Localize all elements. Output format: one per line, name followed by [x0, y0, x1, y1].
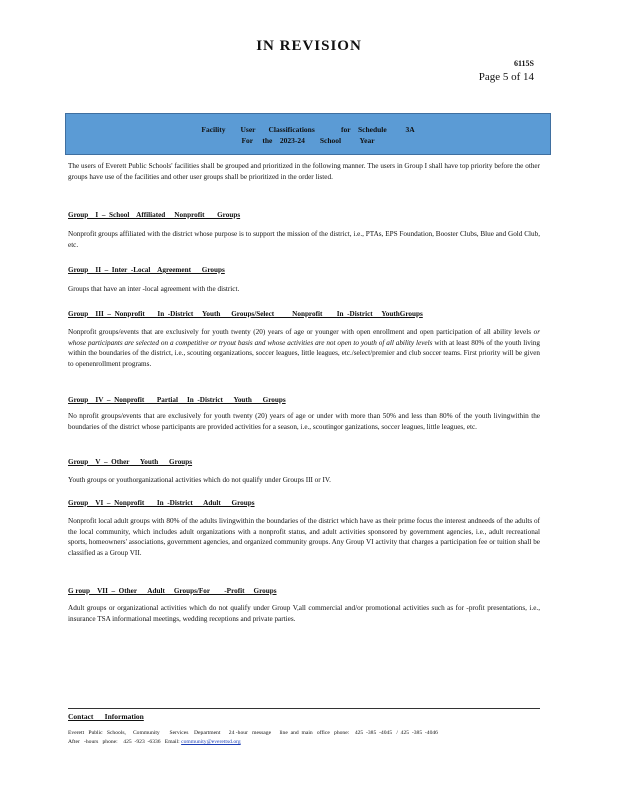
group-3-text-part-2: or whose participants are selected on a competitive or tryout basis and whose activities are not open to youth of all ability levels — [68, 328, 540, 347]
group-2-text: Groups that have an inter -local agreement with the district. — [68, 285, 240, 293]
group-6-heading-text: Group VI – Nonprofit In -District Adult Groups — [68, 499, 255, 507]
contact-heading: Contact Information — [68, 712, 144, 721]
banner-line-2: For the 2023-24 School Year — [241, 136, 375, 145]
group-7-text: Adult groups or organizational activities which do not qualify under Group V,all commercial and/or promotional activities such as for -profit presentations, i.e., insurance TSA informational meetings, wedding receptions and private parties. — [68, 604, 540, 623]
group-7-heading — [68, 587, 277, 595]
schedule-banner — [65, 113, 551, 155]
group-7-heading-text: G roup VII – Other Adult Groups/For -Profit Groups — [68, 587, 277, 595]
group-3-heading-text: Group III – Nonprofit In -District Youth Groups/Select Nonprofit In -District YouthGroups — [68, 310, 423, 318]
group-5-text: Youth groups or youthorganizational activities which do not qualify under Groups III or IV. — [68, 476, 331, 484]
group-3-text — [68, 327, 540, 369]
contact-line-1: Everett Public Schools, Community Services Department 24 -hour message line and main office phone: 425 -385 -4045 / 425 -385 -4046 — [68, 730, 438, 736]
group-6-text: Nonprofit local adult groups with 80% of the adults livingwithin the boundaries of the district which have as their prime focus the interest andneeds of the adults of the local community, which includes adult organizations with a nonprofit status, and adult activities sponsored by government agencies, i.e., adult recreational sports, homeowners' associations, government agencies, and organized community groups. Any Group VI activity that charges a participation fee or tuition shall be classified as a Group VII. — [68, 517, 540, 557]
group-5-heading-text: Group V – Other Youth Groups — [68, 458, 193, 466]
after-hours-label: After -hours phone: 425 -923 -6336 Email: — [68, 739, 180, 745]
group-4-heading-text: Group IV – Nonprofit Partial In -District Youth Groups — [68, 396, 286, 404]
group-1-heading-text: Group I – School Affiliated Nonprofit Groups — [68, 211, 241, 219]
footer-divider — [68, 708, 540, 709]
group-4-text: No nprofit groups/events that are exclusively for youth twenty (20) years of age or under with more than 50% and less than 80% of the youth livingwithin the boundaries of the district whose participants are provided activities for a season, i.e., scoutingor ganizations, soccer leagues, little leagues, etc. — [68, 412, 540, 431]
group-2-heading — [68, 266, 225, 274]
page-title: IN REVISION — [256, 38, 362, 54]
group-1-text: Nonprofit groups affiliated with the district whose purpose is to support the mission of the district, i.e., PTAs, EPS Foundation, Booster Clubs, Blue and Gold Club, etc. — [68, 230, 540, 249]
group-3-heading — [68, 310, 423, 318]
group-3-text-part-3: with at least 80% of the youth living within the boundaries of the district, i.e., scouting organizations, soccer leagues, little leagues, etc./select/premier and club soccer teams. First priority will be given to openenrollment programs. — [68, 338, 541, 368]
intro-paragraph: The users of Everett Public Schools' facilities shall be grouped and prioritized in the following manner. The users in Group I shall have top priority before the other groups have use of the facilities and other user groups shall be prioritized in the order listed. — [68, 162, 540, 181]
group-1-heading — [68, 211, 240, 219]
contact-line-2 — [68, 738, 540, 746]
policy-code: 6115S — [513, 59, 534, 68]
group-3-text-part-1: Nonprofit groups/events that are exclusively for youth twenty (20) years of age or younger with open enrollment and open participation of all ability levels — [68, 328, 534, 336]
group-2-heading-text: Group II – Inter -Local Agreement Groups — [68, 266, 225, 274]
group-4-heading — [68, 396, 286, 404]
page-number: Page 5 of 14 — [478, 71, 534, 83]
group-6-heading — [68, 499, 255, 507]
group-5-heading — [68, 458, 192, 466]
email-link[interactable]: community@everettsd.org — [181, 739, 241, 745]
banner-line-1: Facility User Classifications for Schedule 3A — [201, 125, 415, 134]
